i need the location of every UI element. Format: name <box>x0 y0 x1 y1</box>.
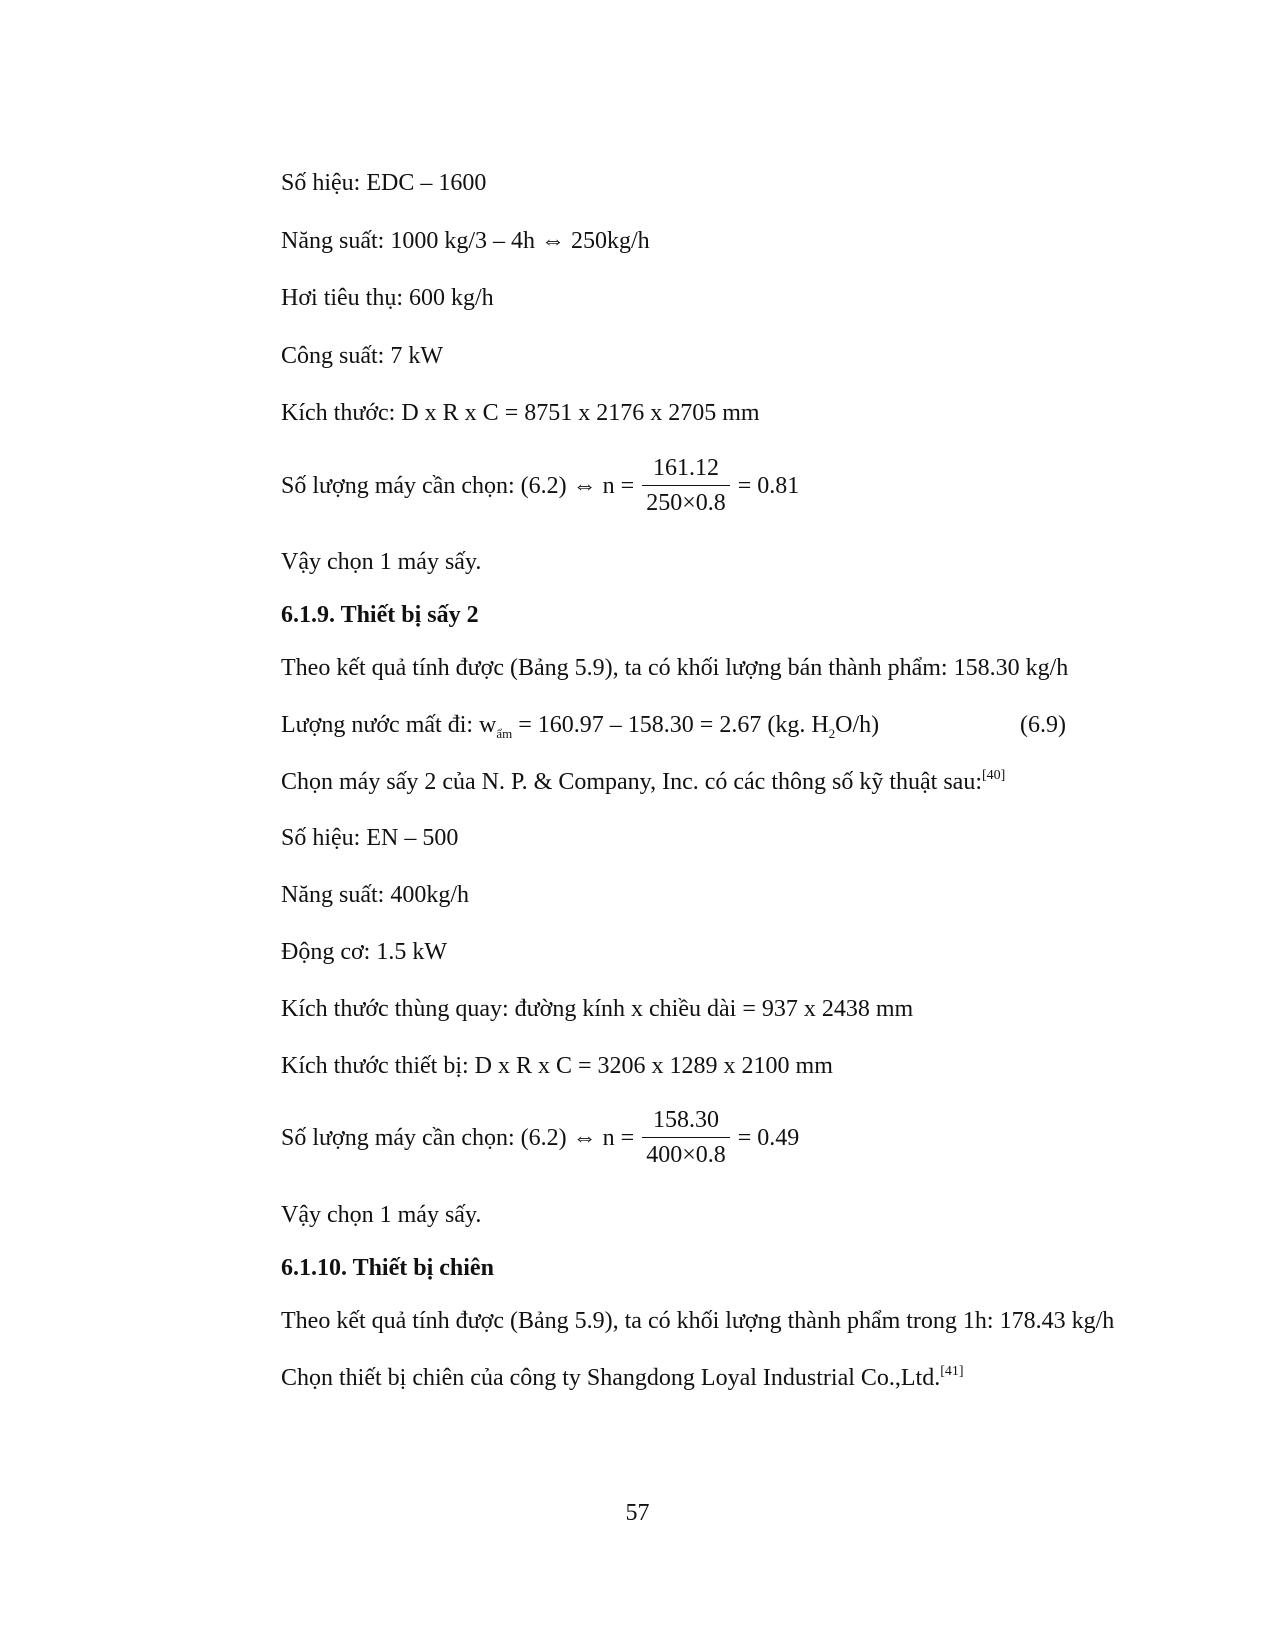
product-mass-line: Theo kết quả tính được (Bảng 5.9), ta có khối lượng thành phẩm trong 1h: 178.43 kg/h <box>281 1308 1115 1334</box>
spec-capacity-line-2: Năng suất: 400kg/h <box>281 882 469 908</box>
conclusion-line: Vậy chọn 1 máy sấy. <box>281 549 482 575</box>
fryer-selection-text: Chọn thiết bị chiên của công ty Shangdong Loyal Industrial Co.,Ltd. <box>281 1365 941 1391</box>
water-loss-formula: = 160.97 – 158.30 = 2.67 (kg. H <box>512 712 829 738</box>
conclusion-line-2: Vậy chọn 1 máy sấy. <box>281 1202 482 1228</box>
equation-machine-count-2 <box>281 1105 799 1172</box>
equation-prefix: Số lượng máy cần chọn: (6.2) ⇔ n = <box>281 473 635 499</box>
fraction-numerator: 161.12 <box>642 453 730 486</box>
reference-40: [40] <box>982 768 1006 783</box>
water-loss-subscript: ẩm <box>496 726 513 741</box>
fraction-denominator: 400×0.8 <box>646 1141 726 1168</box>
equation-prefix: Số lượng máy cần chọn: (6.2) ⇔ n = <box>281 1125 635 1151</box>
spec-steam-line: Hơi tiêu thụ: 600 kg/h <box>281 285 494 311</box>
spec-drum-size-line: Kích thước thùng quay: đường kính x chiều dài = 937 x 2438 mm <box>281 996 914 1022</box>
spec-equipment-size-line: Kích thước thiết bị: D x R x C = 3206 x 1289 x 2100 mm <box>281 1053 833 1079</box>
fraction-denominator: 250×0.8 <box>646 489 726 516</box>
equation-result: = 0.81 <box>737 473 800 499</box>
spec-capacity-line: Năng suất: 1000 kg/3 – 4h ⇔ 250kg/h <box>281 228 650 254</box>
spec-model-line-2: Số hiệu: EN – 500 <box>281 825 459 851</box>
spec-model-line: Số hiệu: EDC – 1600 <box>281 170 487 196</box>
page-number: 57 <box>625 1500 650 1526</box>
section-heading-dryer-2: 6.1.9. Thiết bị sấy 2 <box>281 602 479 628</box>
equation-machine-count-1 <box>281 453 799 520</box>
h2o-subscript: 2 <box>828 726 836 741</box>
dryer-2-selection-line <box>281 767 1005 801</box>
spec-power-line: Công suất: 7 kW <box>281 343 443 369</box>
spec-motor-line: Động cơ: 1.5 kW <box>281 939 447 965</box>
fraction <box>642 1105 730 1170</box>
fraction <box>642 453 730 518</box>
water-loss-line <box>281 710 879 743</box>
reference-41: [41] <box>940 1364 964 1379</box>
section-heading-fryer: 6.1.10. Thiết bị chiên <box>281 1255 494 1281</box>
dryer-2-selection-text: Chọn máy sấy 2 của N. P. & Company, Inc. có các thông số kỹ thuật sau: <box>281 769 982 795</box>
water-loss-prefix: Lượng nước mất đi: w <box>281 712 497 738</box>
water-loss-unit: O/h) <box>835 712 880 738</box>
equation-number: (6.9) <box>1020 712 1066 738</box>
fryer-selection-line <box>281 1363 964 1397</box>
equation-result: = 0.49 <box>737 1125 800 1151</box>
semi-product-mass-line: Theo kết quả tính được (Bảng 5.9), ta có khối lượng bán thành phẩm: 158.30 kg/h <box>281 655 1069 681</box>
spec-dimension-line: Kích thước: D x R x C = 8751 x 2176 x 2705 mm <box>281 400 760 426</box>
fraction-numerator: 158.30 <box>642 1105 730 1138</box>
